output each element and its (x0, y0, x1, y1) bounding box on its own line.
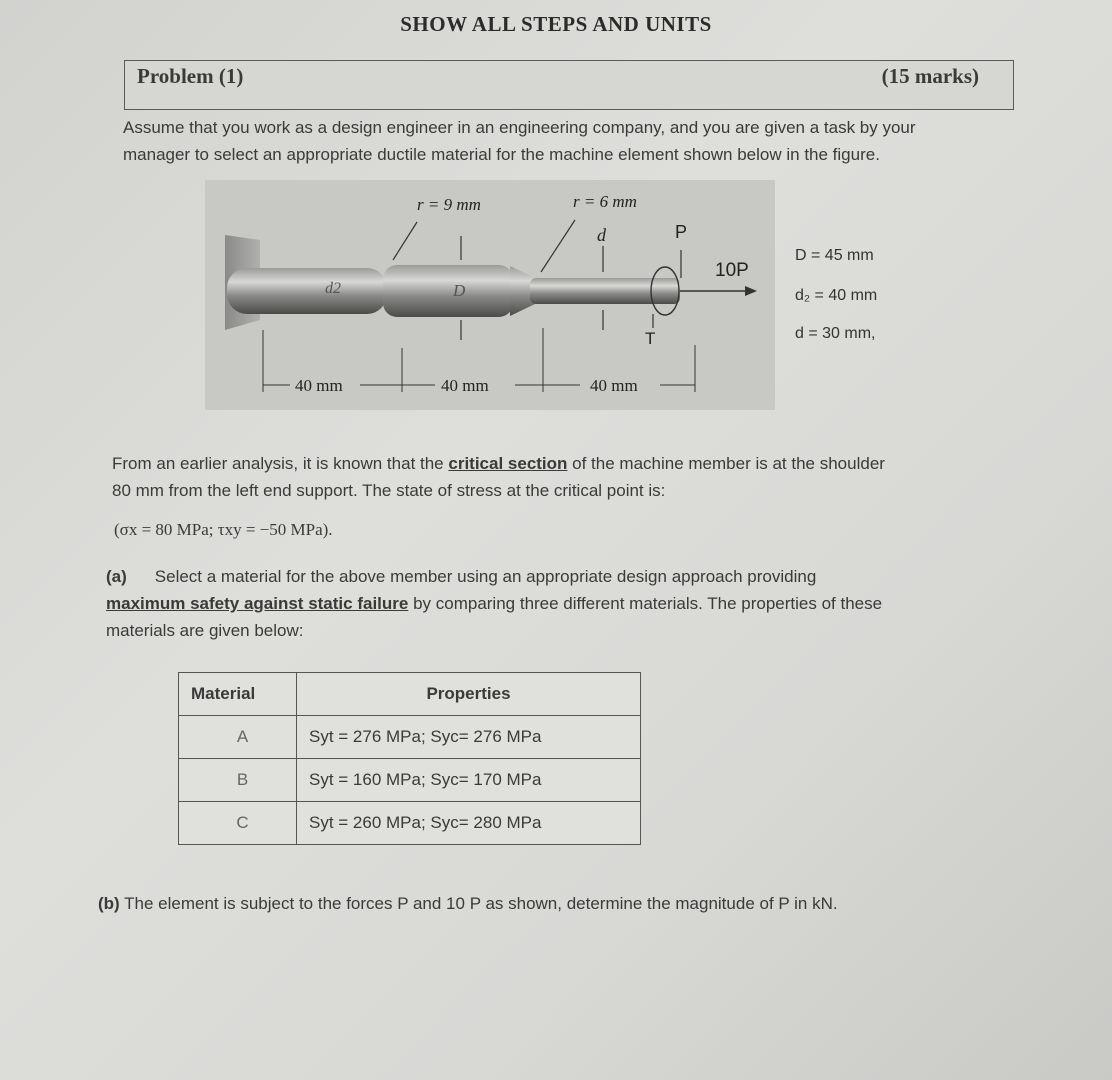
label-10P: 10P (715, 260, 749, 281)
label-T: T (645, 329, 656, 348)
part-a-line-3: materials are given below: (106, 621, 304, 640)
part-a-line-2 (106, 590, 1006, 617)
span-1-label: 40 mm (295, 376, 343, 395)
intro-line-1: Assume that you work as a design engineer in an engineering company, and you are given a task by your (123, 118, 916, 137)
page-header: SHOW ALL STEPS AND UNITS (400, 12, 712, 36)
table-row (179, 716, 641, 759)
material-cell: C (179, 802, 297, 845)
label-D: D (453, 281, 466, 300)
shaft-diagram (205, 180, 775, 410)
part-b-paragraph (98, 894, 838, 914)
intro-line-2: manager to select an appropriate ductile material for the machine element shown below in the figure. (123, 145, 880, 164)
part-a-text-1: Select a material for the above member using an appropriate design approach providing (154, 567, 817, 586)
analysis-paragraph (112, 450, 992, 504)
force-10P-arrowhead (745, 286, 757, 296)
analysis-line-1 (112, 450, 992, 477)
part-b-label: (b) (98, 894, 120, 913)
shaft-section-D (383, 265, 513, 317)
radius-left-label: r = 9 mm (417, 195, 481, 214)
part-a-label: (a) (106, 567, 127, 586)
table-row (179, 759, 641, 802)
stress-state: (σx = 80 MPa; τxy = −50 MPa). (114, 520, 333, 539)
header-material: Material (179, 673, 297, 716)
machine-element-figure (205, 180, 775, 410)
material-cell: A (179, 716, 297, 759)
analysis-line-2: 80 mm from the left end support. The state of stress at the critical point is: (112, 481, 666, 500)
properties-cell: Syt = 276 MPa; Syc= 276 MPa (297, 716, 641, 759)
analysis-text-post: of the machine member is at the shoulder (567, 454, 885, 473)
intro-paragraph (123, 114, 1018, 168)
materials-table (178, 672, 641, 845)
shaft-section-d (530, 278, 680, 304)
max-safety-highlight: maximum safety against static failure (106, 594, 409, 613)
part-a-line-1 (106, 563, 1006, 590)
radius-right-label: r = 6 mm (573, 192, 637, 211)
part-a-paragraph (106, 563, 1006, 644)
label-d: d (597, 225, 606, 245)
span-2-label: 40 mm (441, 376, 489, 395)
analysis-text-pre: From an earlier analysis, it is known that the (112, 454, 449, 473)
dimension-d2: d₂ = 40 mm (795, 287, 878, 304)
label-P: P (675, 222, 688, 242)
properties-cell: Syt = 160 MPa; Syc= 170 MPa (297, 759, 641, 802)
header-properties: Properties (297, 673, 641, 716)
critical-section-highlight: critical section (448, 454, 568, 473)
part-b-text: The element is subject to the forces P and 10 P as shown, determine the magnitude of P in kN. (119, 894, 838, 913)
material-cell: B (179, 759, 297, 802)
dimension-d: d = 30 mm, (795, 325, 876, 342)
dimension-D: D = 45 mm (795, 247, 874, 264)
problem-title: Problem (1) (137, 64, 244, 88)
label-d2: d2 (325, 280, 341, 297)
problem-marks: (15 marks) (881, 64, 979, 88)
shaft-section-d2 (227, 268, 387, 314)
span-3-label: 40 mm (590, 376, 638, 395)
table-row (179, 802, 641, 845)
properties-cell: Syt = 260 MPa; Syc= 280 MPa (297, 802, 641, 845)
part-a-text-2: by comparing three different materials. The properties of these (408, 594, 883, 613)
table-header-row (179, 673, 641, 716)
problem-header-box (124, 60, 1014, 110)
